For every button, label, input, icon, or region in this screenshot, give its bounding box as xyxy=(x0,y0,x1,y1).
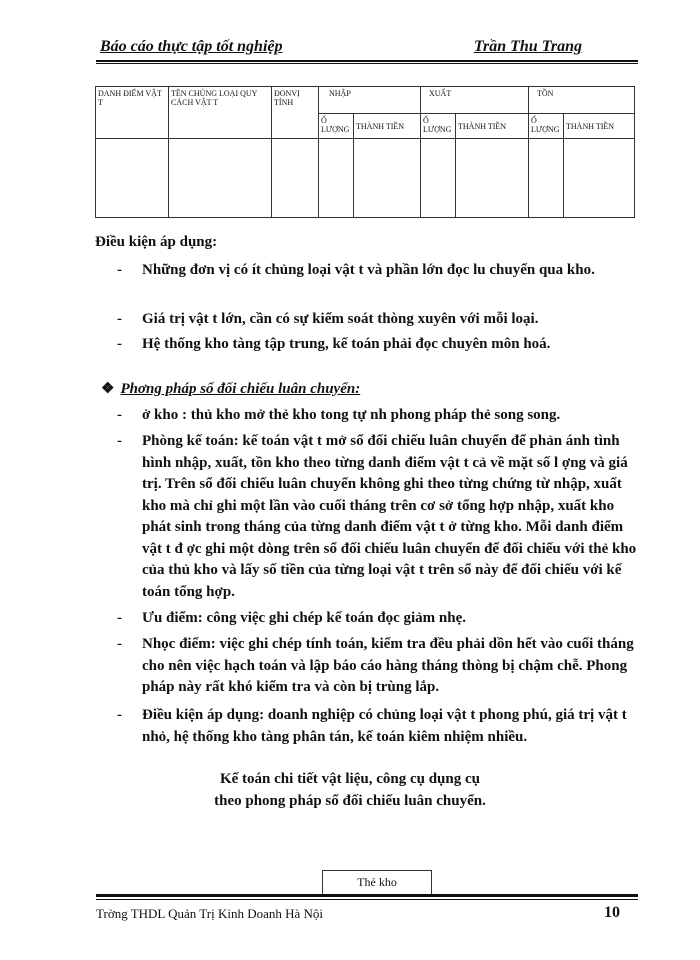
the-kho-box: Thẻ kho xyxy=(322,870,432,895)
header-author: Trần Thu Trang xyxy=(473,38,582,55)
th-ton-thanh-tien: THÀNH TIỀN xyxy=(564,114,635,139)
th-nhap-thanh-tien: THÀNH TIỀN xyxy=(354,114,421,139)
page-header xyxy=(96,38,638,60)
header-rule-thin xyxy=(96,63,638,64)
th-xuat-thanh-tien: THÀNH TIỀN xyxy=(456,114,529,139)
footer-rule xyxy=(96,894,638,897)
section-heading-conditions: Điều kiện áp dụng: xyxy=(95,234,218,250)
list-item: - Nhọc điểm: việc ghi chép tính toán, kiểm tra đều phải dồn hết vào cuối tháng cho nên việc hạch toán và lập báo cáo hàng tháng thòng bị chậm chễ. Phong pháp này rất khó kiểm tra và còn bị trùng lắp. xyxy=(117,636,634,695)
list-item: - Điều kiện áp dụng: doanh nghiệp có chủng loại vật t phong phú, giá trị vật t nhỏ, hệ thống kho tàng phân tán, kế toán kiêm nhiệm nhiều. xyxy=(117,707,627,745)
th-nhap-so-luong: Ố LƯỢNG xyxy=(319,114,354,139)
list-item: - ở kho : thủ kho mở thẻ kho tong tự nh phong pháp thẻ song song. xyxy=(117,407,561,423)
footer-rule-thin xyxy=(96,899,638,900)
th-ton: TỒN xyxy=(529,87,635,114)
th-ton-so-luong: Ố LƯỢNG xyxy=(529,114,564,139)
figure-caption-line2: theo phong pháp sổ đối chiếu luân chuyển. xyxy=(214,793,486,809)
footer-school: Trờng THDL Quản Trị Kinh Doanh Hà Nội xyxy=(96,906,324,921)
table-row xyxy=(96,139,635,218)
th-danh-diem: DANH ĐIỂM VẬT T xyxy=(96,87,169,139)
diamond-bullet-icon: ❖ xyxy=(101,381,115,397)
header-report-title: Báo cáo thực tập tốt nghiệp xyxy=(100,38,283,55)
header-rule xyxy=(96,60,638,62)
page-number: 10 xyxy=(604,904,620,921)
section-title-method: ❖ Phơng pháp sổ đối chiếu luân chuyển: xyxy=(101,381,361,397)
list-item: - Ưu điểm: công việc ghi chép kế toán đọc giảm nhẹ. xyxy=(117,610,467,626)
ledger-table xyxy=(95,86,635,218)
th-nhap: NHẬP xyxy=(319,87,421,114)
list-item: - Giá trị vật t lớn, cần có sự kiểm soát thòng xuyên với mỗi loại. xyxy=(117,311,539,327)
th-ten-chung-loai: TÊN CHỦNG LOẠI QUY CÁCH VẬT T xyxy=(169,87,272,139)
figure-caption-line1: Kế toán chi tiết vật liệu, công cụ dụng cụ xyxy=(219,771,480,787)
th-xuat-so-luong: Ố LƯỢNG xyxy=(421,114,456,139)
th-don-vi: ĐONVỊ TÍNH xyxy=(272,87,319,139)
list-item: - Hệ thống kho tàng tập trung, kế toán phải đọc chuyên môn hoá. xyxy=(117,336,551,352)
list-item: - Phòng kế toán: kế toán vật t mở sổ đối chiếu luân chuyển để phản ánh tình hình nhập, xuất, tồn kho theo từng danh điểm vật t cả về mặt số l ợng và giá trị. Trên sổ đối chiếu luân chuyển không ghi theo từng chứng từ nhập, xuất kho mà chỉ ghi một lần vào cuối tháng trên cơ sở tổng hợp nhập, xuất kho phát sinh trong tháng của từng danh điểm vật t ở từng kho. Mỗi danh điểm vật t đ ợc ghi một dòng trên sổ đối chiếu luân chuyển để đối chiếu với thẻ kho của thủ kho và lấy số tiền của từng loại vật t trên sổ này để đối chiếu với kế toán tổng hợp. xyxy=(117,433,637,600)
th-xuat: XUẤT xyxy=(421,87,529,114)
list-item: - Những đơn vị có ít chủng loại vật t và phần lớn đọc lu chuyển qua kho. xyxy=(117,262,595,278)
